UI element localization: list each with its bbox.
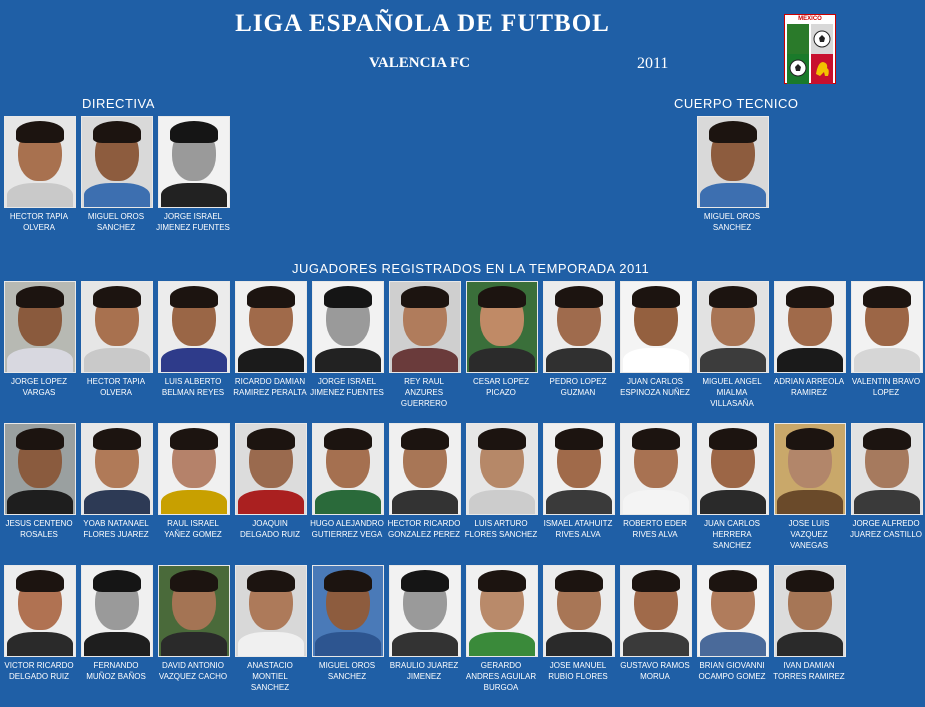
portrait-shirt (623, 632, 689, 657)
portrait-photo (466, 423, 538, 515)
person-card (620, 281, 692, 398)
portrait-hair (93, 428, 141, 450)
portrait-shirt (161, 632, 227, 657)
person-name: PEDRO LOPEZ GUZMAN (549, 377, 607, 397)
portrait-photo (774, 281, 846, 373)
portrait-shirt (84, 348, 150, 373)
portrait-shirt (777, 348, 843, 373)
person-card (774, 423, 846, 551)
person-name: ADRIAN ARREOLA RAMIREZ (773, 377, 845, 397)
portrait-hair (478, 428, 526, 450)
mexico-crest-logo (784, 14, 836, 84)
portrait-photo (466, 565, 538, 657)
person-card (312, 281, 384, 398)
person-name: IVAN DAMIAN TORRES RAMIREZ (773, 661, 845, 681)
portrait-shirt (84, 183, 150, 208)
portrait-shirt (238, 348, 304, 373)
portrait-hair (16, 570, 64, 592)
person-name: YOAB NATANAEL FLORES JUAREZ (83, 519, 149, 539)
portrait-hair (632, 286, 680, 308)
portrait-photo (235, 423, 307, 515)
person-name: RICARDO DAMIAN RAMIREZ PERALTA (233, 377, 307, 397)
person-card (774, 565, 846, 682)
portrait-photo (774, 565, 846, 657)
person-card (81, 423, 153, 540)
portrait-hair (170, 121, 218, 143)
portrait-shirt (7, 490, 73, 515)
portrait-shirt (161, 348, 227, 373)
person-name: MIGUEL OROS SANCHEZ (87, 212, 145, 232)
person-name: BRIAN GIOVANNI OCAMPO GOMEZ (698, 661, 766, 681)
person-card (235, 565, 307, 693)
portrait-hair (247, 570, 295, 592)
person-card (81, 116, 153, 233)
portrait-shirt (84, 632, 150, 657)
person-card (697, 565, 769, 682)
portrait-photo (81, 116, 153, 208)
soccer-ball-icon (787, 54, 809, 82)
person-name: LUIS ALBERTO BELMAN REYES (161, 377, 225, 397)
portrait-hair (709, 570, 757, 592)
person-card (774, 281, 846, 398)
portrait-shirt (700, 632, 766, 657)
person-name: VICTOR RICARDO DELGADO RUIZ (4, 661, 74, 681)
person-name: JORGE ISRAEL JIMENEZ FUENTES (156, 212, 230, 232)
portrait-hair (555, 570, 603, 592)
portrait-shirt (623, 348, 689, 373)
portrait-photo (389, 281, 461, 373)
portrait-photo (697, 116, 769, 208)
portrait-hair (709, 428, 757, 450)
jugadores-label: JUGADORES REGISTRADOS EN LA TEMPORADA 2011 (292, 261, 650, 276)
person-name: FERNANDO MUÑOZ BAÑOS (86, 661, 146, 681)
portrait-photo (543, 281, 615, 373)
directiva-label: DIRECTIVA (82, 96, 155, 111)
portrait-hair (170, 428, 218, 450)
portrait-shirt (700, 183, 766, 208)
portrait-shirt (161, 490, 227, 515)
person-name: JOSE MANUEL RUBIO FLORES (548, 661, 608, 681)
portrait-photo (620, 423, 692, 515)
portrait-photo (312, 423, 384, 515)
person-card (81, 565, 153, 682)
portrait-hair (93, 570, 141, 592)
portrait-shirt (700, 490, 766, 515)
portrait-shirt (392, 348, 458, 373)
person-name: BRAULIO JUAREZ JIMENEZ (389, 661, 459, 681)
portrait-photo (235, 565, 307, 657)
portrait-shirt (392, 632, 458, 657)
person-name: JESUS CENTENO ROSALES (5, 519, 73, 539)
person-card (158, 281, 230, 398)
person-card (543, 423, 615, 540)
portrait-shirt (84, 490, 150, 515)
lion-icon (811, 54, 833, 82)
person-name: JUAN CARLOS ESPINOZA NUÑEZ (620, 377, 690, 397)
portrait-hair (93, 286, 141, 308)
portrait-shirt (546, 490, 612, 515)
portrait-hair (247, 286, 295, 308)
portrait-shirt (469, 348, 535, 373)
person-name: ISMAEL ATAHUITZ RIVES ALVA (543, 519, 613, 539)
person-name: JORGE LOPEZ VARGAS (10, 377, 67, 397)
portrait-hair (786, 570, 834, 592)
portrait-photo (851, 281, 923, 373)
portrait-shirt (700, 348, 766, 373)
person-name: CESAR LOPEZ PICAZO (472, 377, 529, 397)
person-name: HECTOR RICARDO GONZALEZ PEREZ (387, 519, 461, 539)
person-card (466, 565, 538, 693)
person-card (389, 281, 461, 409)
person-card (312, 423, 384, 540)
portrait-photo (389, 423, 461, 515)
portrait-photo (620, 281, 692, 373)
portrait-shirt (392, 490, 458, 515)
person-card (543, 281, 615, 398)
portrait-shirt (777, 490, 843, 515)
portrait-hair (632, 428, 680, 450)
person-card (312, 565, 384, 682)
portrait-hair (401, 286, 449, 308)
person-name: ANASTACIO MONTIEL SANCHEZ (247, 661, 293, 692)
portrait-photo (158, 565, 230, 657)
person-card (466, 281, 538, 398)
portrait-shirt (546, 348, 612, 373)
portrait-photo (697, 423, 769, 515)
portrait-photo (158, 423, 230, 515)
portrait-hair (16, 428, 64, 450)
person-name: ROBERTO EDER RIVES ALVA (623, 519, 687, 539)
portrait-photo (4, 116, 76, 208)
person-name: JUAN CARLOS HERRERA SANCHEZ (703, 519, 760, 550)
person-name: JORGE ISRAEL JIMENEZ FUENTES (310, 377, 384, 397)
portrait-hair (324, 286, 372, 308)
person-name: MIGUEL ANGEL MIALMA VILLASAÑA (702, 377, 762, 408)
team-name: VALENCIA FC (369, 55, 470, 71)
portrait-photo (620, 565, 692, 657)
portrait-photo (4, 281, 76, 373)
portrait-photo (4, 423, 76, 515)
portrait-photo (543, 565, 615, 657)
portrait-photo (697, 281, 769, 373)
season-year: 2011 (637, 55, 669, 72)
portrait-photo (81, 423, 153, 515)
portrait-hair (170, 286, 218, 308)
portrait-photo (81, 281, 153, 373)
person-card (466, 423, 538, 540)
person-card (4, 423, 76, 540)
person-card (697, 423, 769, 551)
person-name: RAUL ISRAEL YAÑEZ GOMEZ (164, 519, 222, 539)
portrait-photo (774, 423, 846, 515)
person-card (158, 565, 230, 682)
portrait-hair (786, 286, 834, 308)
portrait-shirt (7, 632, 73, 657)
person-card (4, 116, 76, 233)
portrait-photo (389, 565, 461, 657)
portrait-hair (478, 286, 526, 308)
person-card (235, 423, 307, 540)
person-name: REY RAUL ANZURES GUERRERO (400, 377, 448, 408)
portrait-hair (786, 428, 834, 450)
portrait-hair (324, 428, 372, 450)
portrait-hair (170, 570, 218, 592)
portrait-photo (235, 281, 307, 373)
portrait-hair (709, 286, 757, 308)
portrait-shirt (7, 348, 73, 373)
portrait-shirt (623, 490, 689, 515)
person-name: HECTOR TAPIA OLVERA (86, 377, 146, 397)
portrait-hair (709, 121, 757, 143)
person-name: HUGO ALEJANDRO GUTIERREZ VEGA (310, 519, 384, 539)
portrait-photo (81, 565, 153, 657)
portrait-hair (401, 570, 449, 592)
portrait-hair (555, 428, 603, 450)
portrait-shirt (469, 490, 535, 515)
person-name: JOSE LUIS VAZQUEZ VANEGAS (788, 519, 830, 550)
portrait-photo (312, 281, 384, 373)
portrait-shirt (469, 632, 535, 657)
person-name: MIGUEL OROS SANCHEZ (318, 661, 376, 681)
portrait-photo (158, 281, 230, 373)
portrait-shirt (315, 490, 381, 515)
portrait-shirt (854, 348, 920, 373)
person-name: VALENTIN BRAVO LOPEZ (851, 377, 921, 397)
portrait-hair (478, 570, 526, 592)
person-name: DAVID ANTONIO VAZQUEZ CACHO (158, 661, 228, 681)
portrait-hair (93, 121, 141, 143)
page-title: LIGA ESPAÑOLA DE FUTBOL (235, 10, 610, 37)
person-card (851, 281, 923, 398)
person-card (697, 281, 769, 409)
portrait-shirt (238, 490, 304, 515)
portrait-photo (158, 116, 230, 208)
person-card (235, 281, 307, 398)
crest-quadrant-ball (811, 24, 833, 54)
portrait-hair (247, 428, 295, 450)
portrait-hair (555, 286, 603, 308)
person-card (81, 281, 153, 398)
portrait-shirt (238, 632, 304, 657)
person-card (389, 565, 461, 682)
portrait-hair (324, 570, 372, 592)
person-name: GUSTAVO RAMOS MORUA (620, 661, 690, 681)
portrait-photo (466, 281, 538, 373)
portrait-photo (697, 565, 769, 657)
person-card (851, 423, 923, 540)
crest-label: MEXICO (798, 16, 822, 22)
person-card (158, 116, 230, 233)
portrait-shirt (854, 490, 920, 515)
portrait-photo (4, 565, 76, 657)
person-card (4, 565, 76, 682)
person-name: LUIS ARTURO FLORES SANCHEZ (464, 519, 538, 539)
portrait-shirt (777, 632, 843, 657)
portrait-hair (863, 428, 911, 450)
person-name: HECTOR TAPIA OLVERA (9, 212, 69, 232)
portrait-hair (16, 286, 64, 308)
portrait-photo (312, 565, 384, 657)
portrait-shirt (315, 348, 381, 373)
portrait-hair (16, 121, 64, 143)
person-card (697, 116, 769, 233)
person-card (620, 423, 692, 540)
cuerpo-tecnico-label: CUERPO TECNICO (674, 96, 799, 111)
portrait-hair (863, 286, 911, 308)
portrait-shirt (161, 183, 227, 208)
person-name: MIGUEL OROS SANCHEZ (703, 212, 761, 232)
portrait-photo (851, 423, 923, 515)
portrait-hair (632, 570, 680, 592)
person-card (543, 565, 615, 682)
person-card (158, 423, 230, 540)
portrait-shirt (546, 632, 612, 657)
person-card (389, 423, 461, 540)
crest-quadrant-green (787, 24, 809, 54)
soccer-ball-icon (811, 24, 833, 54)
person-card (4, 281, 76, 398)
person-name: GERARDO ANDRES AGUILAR BURGOA (465, 661, 537, 692)
portrait-photo (543, 423, 615, 515)
person-name: JOAQUIN DELGADO RUIZ (239, 519, 300, 539)
person-card (620, 565, 692, 682)
crest-quadrant-lion (811, 54, 833, 84)
portrait-hair (401, 428, 449, 450)
portrait-shirt (315, 632, 381, 657)
crest-quadrant-ball-2 (787, 54, 809, 84)
portrait-shirt (7, 183, 73, 208)
person-name: JORGE ALFREDO JUAREZ CASTILLO (849, 519, 922, 539)
